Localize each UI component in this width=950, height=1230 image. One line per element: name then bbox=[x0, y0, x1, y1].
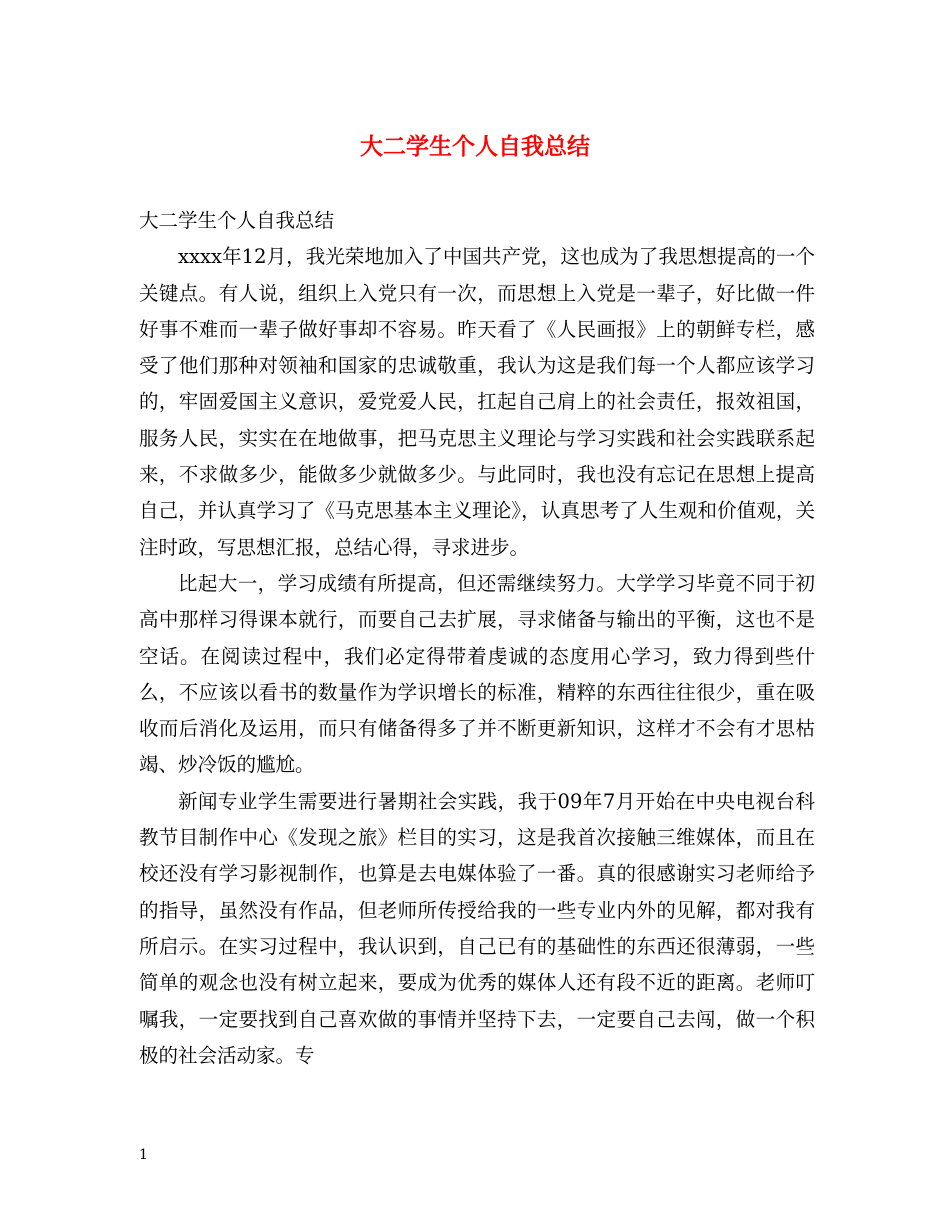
document-body bbox=[139, 203, 815, 1074]
paragraph-2: 比起大一，学习成绩有所提高，但还需继续努力。大学学习毕竟不同于初高中那样习得课本就行，而要自己去扩展，寻求储备与输出的平衡，这也不是空话。在阅读过程中，我们必定得带着虔诚的态度用心学习，致力得到些什么，不应该以看书的数量作为学识增长的标准，精粹的东西往往很少，重在吸收而后消化及运用，而只有储备得多了并不断更新知识，这样才不会有才思枯竭、炒冷饭的尴尬。 bbox=[139, 571, 815, 777]
page-title: 大二学生个人自我总结 bbox=[360, 133, 590, 160]
paragraph-3: 新闻专业学生需要进行暑期社会实践，我于09年7月开始在中央电视台科教节目制作中心《发现之旅》栏目的实习，这是我首次接触三维媒体，而且在校还没有学习影视制作，也算是去电媒体验了一番。真的很感谢实习老师给予的指导，虽然没有作品，但老师所传授给我的一些专业内外的见解，都对我有所启示。在实习过程中，我认识到，自己已有的基础性的东西还很薄弱，一些简单的观念也没有树立起来，要成为优秀的媒体人还有段不近的距离。老师叮嘱我，一定要找到自己喜欢做的事情并坚持下去，一定要自己去闯，做一个积极的社会活动家。专 bbox=[139, 789, 815, 1067]
paragraph-1: xxxx年12月，我光荣地加入了中国共产党，这也成为了我思想提高的一个关键点。有人说，组织上入党只有一次，而思想上入党是一辈子，好比做一件好事不难而一辈子做好事却不容易。昨天看了《人民画报》上的朝鲜专栏，感受了他们那种对领袖和国家的忠诚敬重，我认为这是我们每一个人都应该学习的，牢固爱国主义意识，爱党爱人民，扛起自己肩上的社会责任，报效祖国，服务人民，实实在在地做事，把马克思主义理论与学习实践和社会实践联系起来，不求做多少，能做多少就做多少。与此同时，我也没有忘记在思想上提高自己，并认真学习了《马克思基本主义理论》，认真思考了人生观和价值观，关注时政，写思想汇报，总结心得，寻求进步。 bbox=[139, 245, 815, 559]
document-subtitle: 大二学生个人自我总结 bbox=[139, 209, 335, 232]
page-number: 1 bbox=[139, 1147, 148, 1163]
